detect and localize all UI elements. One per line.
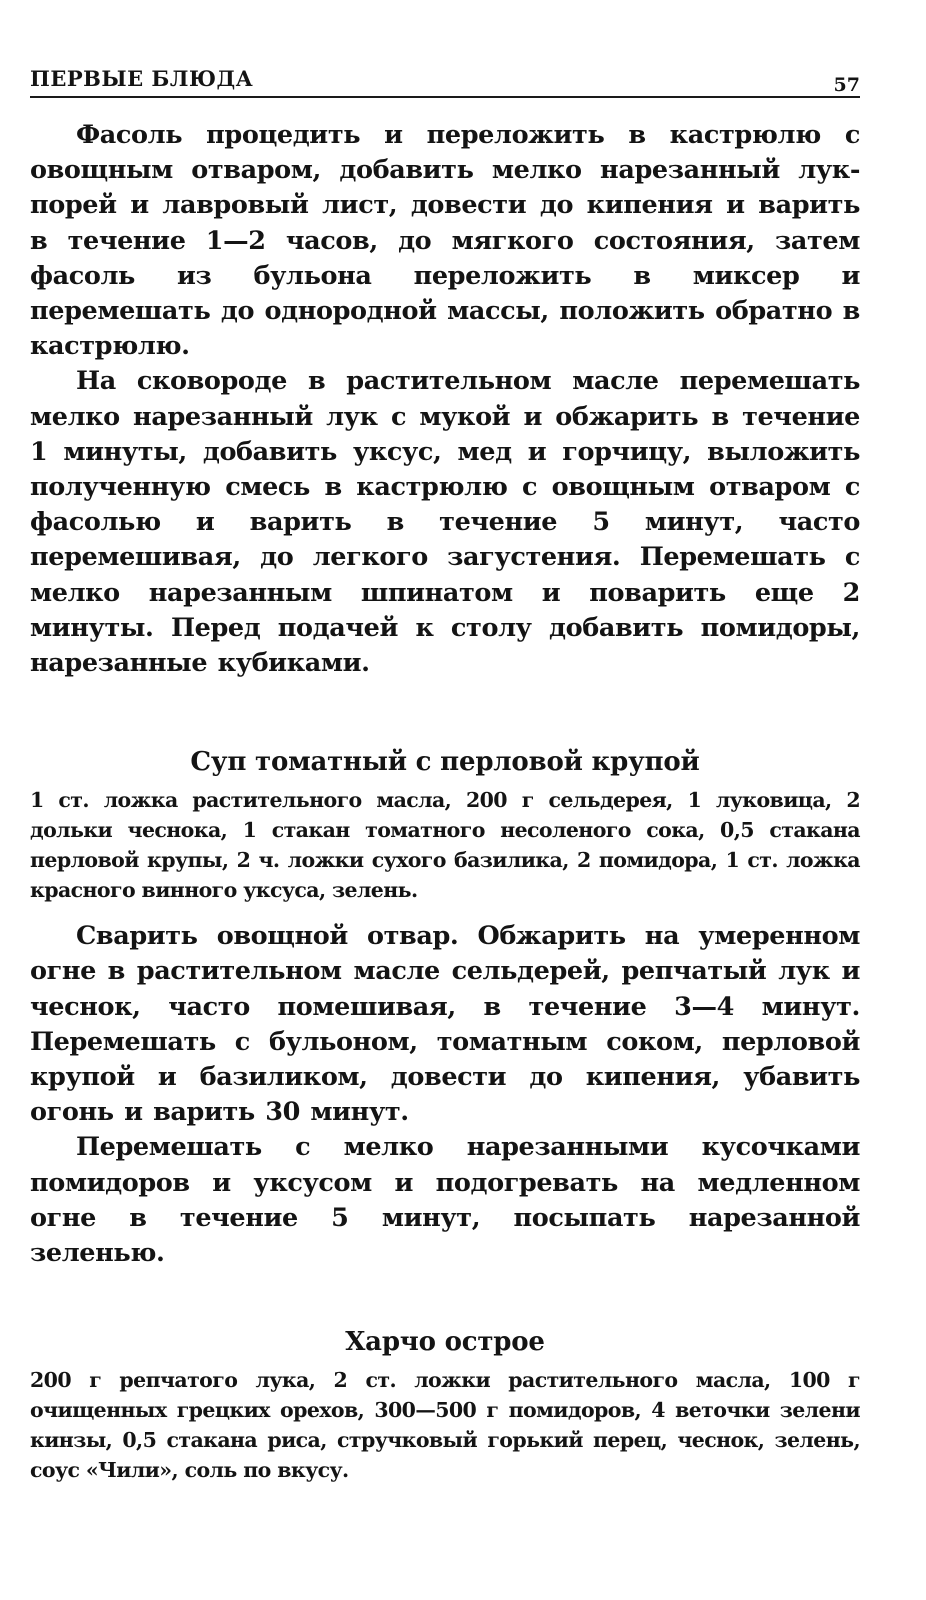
running-header xyxy=(30,60,860,98)
section-title: ПЕРВЫЕ БЛЮДА xyxy=(30,66,254,91)
page-body xyxy=(30,118,860,1485)
recipe-title-kharcho: Харчо острое xyxy=(345,1327,545,1358)
ingredients-kharcho: 200 г репчатого лука, 2 ст. ложки растительного масла, 100 г очищенных грецких орехов, 300—500 г помидоров, 4 веточки зелени кинзы, 0,5 стакана риса, стручковый горький перец, чеснок, зелень, соус «Чили», соль по вкусу. xyxy=(30,1368,860,1483)
recipe-title-tomato-soup: Суп томатный с перловой крупой xyxy=(190,747,700,778)
page-number: 57 xyxy=(833,74,860,96)
continuation-paragraph-2: На сковороде в растительном масле перемешать мелко нарезанный лук с мукой и обжарить в течение 1 минуты, добавить уксус, мед и горчицу, выложить полученную смесь в кастрюлю с овощным отваром с фасолью и варить в течение 5 минут, часто перемешивая, до легкого загустения. Перемешать с мелко нарезанным шпинатом и поварить еще 2 минуты. Перед подачей к столу добавить помидоры, нарезанные кубиками. xyxy=(30,366,860,679)
tomato-soup-step-2: Перемешать с мелко нарезанными кусочками помидоров и уксусом и подогревать на медленном огне в течение 5 минут, посыпать нарезанной зеленью. xyxy=(30,1132,860,1269)
book-page xyxy=(30,60,860,1485)
continuation-paragraph-1: Фасоль процедить и переложить в кастрюлю с овощным отваром, добавить мелко нарезанный лук-порей и лавровый лист, довести до кипения и варить в течение 1—2 часов, до мягкого состояния, затем фасоль из бульона переложить в миксер и перемешать до однородной массы, положить обратно в кастрюлю. xyxy=(30,120,860,362)
tomato-soup-step-1: Сварить овощной отвар. Обжарить на умеренном огне в растительном масле сельдерей, репчатый лук и чеснок, часто помешивая, в течение 3—4 минут. Перемешать с бульоном, томатным соком, перловой крупой и базиликом, довести до кипения, убавить огонь и варить 30 минут. xyxy=(30,921,860,1128)
ingredients-tomato-soup: 1 ст. ложка растительного масла, 200 г сельдерея, 1 луковица, 2 дольки чеснока, 1 стакан томатного несоленого сока, 0,5 стакана перловой крупы, 2 ч. ложки сухого базилика, 2 помидора, 1 ст. ложка красного винного уксуса, зелень. xyxy=(30,788,860,903)
